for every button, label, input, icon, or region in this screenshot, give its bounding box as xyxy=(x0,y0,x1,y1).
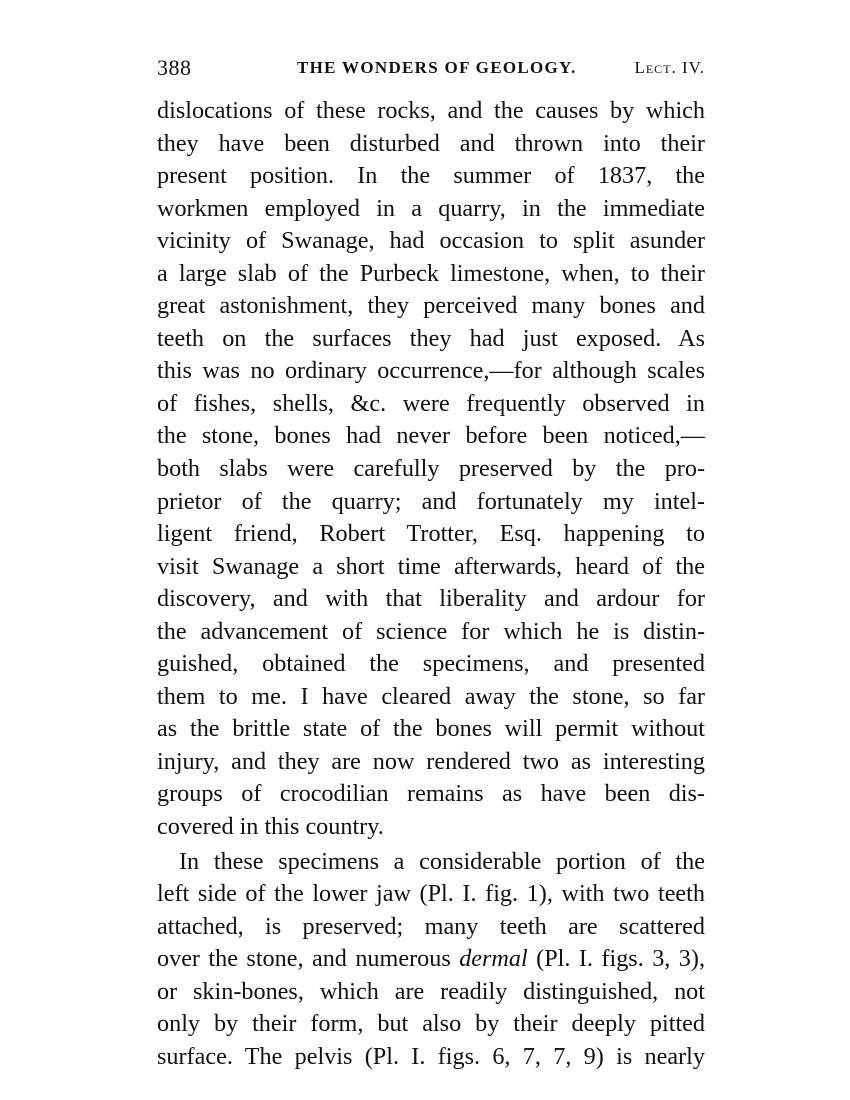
text-line: injury, and they are now rendered two as interesting xyxy=(157,747,705,775)
text-line: of fishes, shells, &c. were frequently observed in xyxy=(157,389,705,417)
text-line: the stone, bones had never before been noticed,— xyxy=(157,422,705,450)
text-line: them to me. I have cleared away the stone, so far xyxy=(157,682,705,710)
text-line: visit Swanage a short time afterwards, heard of the xyxy=(157,552,705,580)
text-line: attached, is preserved; many teeth are scattered xyxy=(157,912,705,940)
text-line: groups of crocodilian remains as have been dis- xyxy=(157,780,705,808)
text-line: In these specimens a considerable portion of the xyxy=(179,847,705,875)
text-fragment: (Pl. I. figs. 3, 3), xyxy=(527,945,705,973)
text-line: both slabs were carefully preserved by the pro- xyxy=(157,455,705,483)
text-line: teeth on the surfaces they had just exposed. As xyxy=(157,324,705,352)
text-line: vicinity of Swanage, had occasion to split asunder xyxy=(157,227,705,255)
text-line: present position. In the summer of 1837, the xyxy=(157,162,705,190)
text-line: they have been disturbed and thrown into their xyxy=(157,129,705,157)
paragraph-1 xyxy=(157,95,705,844)
text-line: guished, obtained the specimens, and presented xyxy=(157,650,705,678)
text-line: covered in this country. xyxy=(157,813,384,841)
lecture-label: Lect. IV. xyxy=(634,58,705,77)
text-line: prietor of the quarry; and fortunately my intel- xyxy=(157,487,705,515)
text-fragment: over the stone, and numerous xyxy=(157,945,460,973)
page-number: 388 xyxy=(157,55,192,80)
paragraph-2 xyxy=(157,846,705,1074)
text-line: left side of the lower jaw (Pl. I. fig. 1), with two teeth xyxy=(157,880,705,908)
text-line: or skin-bones, which are readily distinguished, not xyxy=(157,977,705,1005)
text-line: surface. The pelvis (Pl. I. figs. 6, 7, 7, 9) is nearly xyxy=(157,1042,705,1070)
text-line: dislocations of these rocks, and the causes by which xyxy=(157,97,705,124)
body-text xyxy=(157,95,705,1073)
text-line: ligent friend, Robert Trotter, Esq. happening to xyxy=(157,520,705,548)
text-line: as the brittle state of the bones will permit without xyxy=(157,715,705,743)
text-line: a large slab of the Purbeck limestone, when, to their xyxy=(157,259,705,287)
running-title: THE WONDERS OF GEOLOGY. xyxy=(297,58,577,77)
running-header xyxy=(157,55,705,85)
text-line: discovery, and with that liberality and ardour for xyxy=(157,585,705,613)
text-line-with-italic xyxy=(157,943,705,976)
italic-term-dermal: dermal xyxy=(459,945,528,973)
text-line: workmen employed in a quarry, in the immediate xyxy=(157,194,705,222)
text-line: only by their form, but also by their deeply pitted xyxy=(157,1010,705,1038)
text-line: this was no ordinary occurrence,—for although scales xyxy=(157,357,705,385)
text-line: the advancement of science for which he is distin- xyxy=(157,617,705,645)
text-line: great astonishment, they perceived many bones and xyxy=(157,292,705,320)
